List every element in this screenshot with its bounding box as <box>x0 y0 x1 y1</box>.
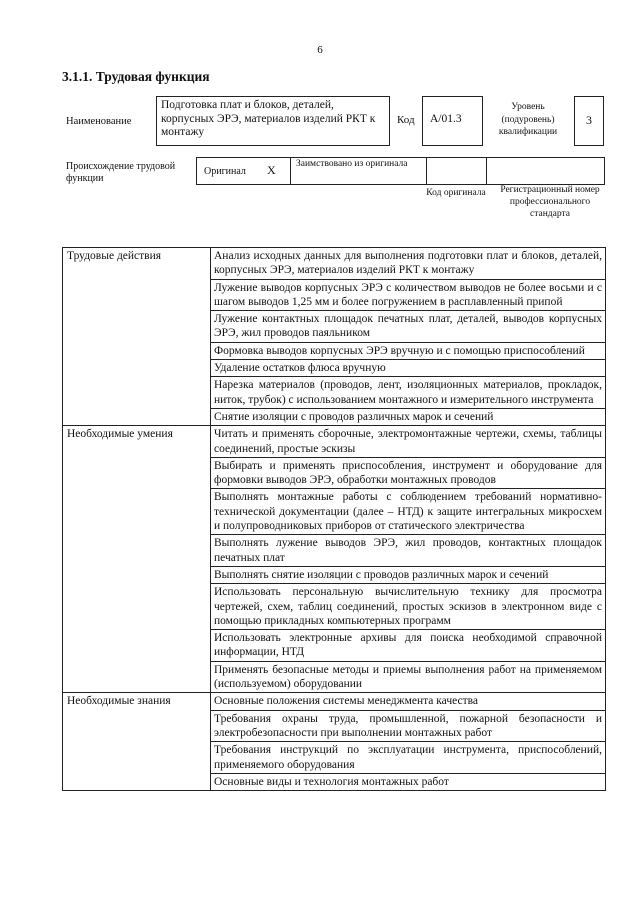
table-row <box>63 248 606 280</box>
original-mark: X <box>267 163 276 177</box>
item-cell: Лужение выводов корпусных ЭРЭ с количеством выводов не более восьми и с шагом выводов 1,25 мм и более погружением в расплавленный припой <box>211 279 606 311</box>
item-cell: Выбирать и применять приспособления, инструмент и оборудование для формовки выводов ЭРЭ, обработки монтажных проводов <box>211 457 606 489</box>
item-cell: Формовка выводов корпусных ЭРЭ вручную и с помощью приспособлений <box>211 342 606 359</box>
item-cell: Выполнять лужение выводов ЭРЭ, жил проводов, контактных площадок печатных плат <box>211 535 606 567</box>
table-row <box>63 693 606 710</box>
function-code-value: A/01.3 <box>422 96 483 146</box>
item-cell: Удаление остатков флюса вручную <box>211 360 606 377</box>
category-required-skills: Необходимые умения <box>63 426 211 693</box>
registration-number-caption: Регистрационный номер профессионального стандарта <box>500 185 600 220</box>
category-labor-actions: Трудовые действия <box>63 248 211 426</box>
item-cell: Снятие изоляции с проводов различных марок и сечений <box>211 408 606 425</box>
item-cell: Основные виды и технология монтажных работ <box>211 773 606 790</box>
function-name-value: Подготовка плат и блоков, деталей, корпусных ЭРЭ, материалов изделий РКТ к монтажу <box>156 96 390 146</box>
item-cell: Применять безопасные методы и приемы выполнения работ на применяемом (используемом) оборудовании <box>211 661 606 693</box>
original-label: Оригинал <box>204 166 246 177</box>
item-cell: Использовать персональную вычислительную технику для просмотра чертежей, схем, таблиц соединений, простых эскизов в электронном виде с помощью прикладных компьютерных программ <box>211 584 606 630</box>
origin-label: Происхождение трудовой функции <box>66 161 176 184</box>
page-number: 6 <box>317 44 323 56</box>
code-label: Код <box>397 114 415 126</box>
origin-row <box>196 157 605 185</box>
name-label: Наименование <box>66 116 132 127</box>
borrowed-label: Заимствовано из оригинала <box>291 158 427 184</box>
item-cell: Анализ исходных данных для выполнения подготовки плат и блоков, деталей, корпусных ЭРЭ, материалов изделий РКТ к монтажу <box>211 248 606 280</box>
item-cell: Выполнять монтажные работы с соблюдением требований нормативно-технической документации (далее – НТД) к защите интегральных микросхем и полупроводниковых приборов от статического электричества <box>211 489 606 535</box>
item-cell: Требования охраны труда, промышленной, пожарной безопасности и электробезопасности при выполнении монтажных работ <box>211 710 606 742</box>
item-cell: Основные положения системы менеджмента качества <box>211 693 606 710</box>
item-cell: Лужение контактных площадок печатных плат, деталей, выводов корпусных ЭРЭ, жил проводов паяльником <box>211 311 606 343</box>
qualification-level-value: 3 <box>574 96 604 146</box>
item-cell: Требования инструкций по эксплуатации инструмента, приспособлений, применяемого оборудования <box>211 742 606 774</box>
section-title: 3.1.1. Трудовая функция <box>62 69 210 84</box>
table-row <box>63 426 606 458</box>
item-cell: Читать и применять сборочные, электромонтажные чертежи, схемы, таблицы соединений, простые эскизы <box>211 426 606 458</box>
item-cell: Нарезка материалов (проводов, лент, изоляционных материалов, прокладок, ниток, трубок) с использованием монтажного и измерительного инструмента <box>211 377 606 409</box>
function-details-table <box>62 247 606 791</box>
item-cell: Выполнять снятие изоляции с проводов различных марок и сечений <box>211 566 606 583</box>
original-cell <box>197 158 291 184</box>
original-code-caption: Код оригинала <box>426 188 486 198</box>
original-code-cell <box>427 158 487 184</box>
item-cell: Использовать электронные архивы для поиска необходимой справочной информации, НТД <box>211 630 606 662</box>
category-required-knowledge: Необходимые знания <box>63 693 211 791</box>
qualification-level-label: Уровень (подуровень) квалификации <box>498 102 558 137</box>
registration-number-cell <box>487 158 604 184</box>
